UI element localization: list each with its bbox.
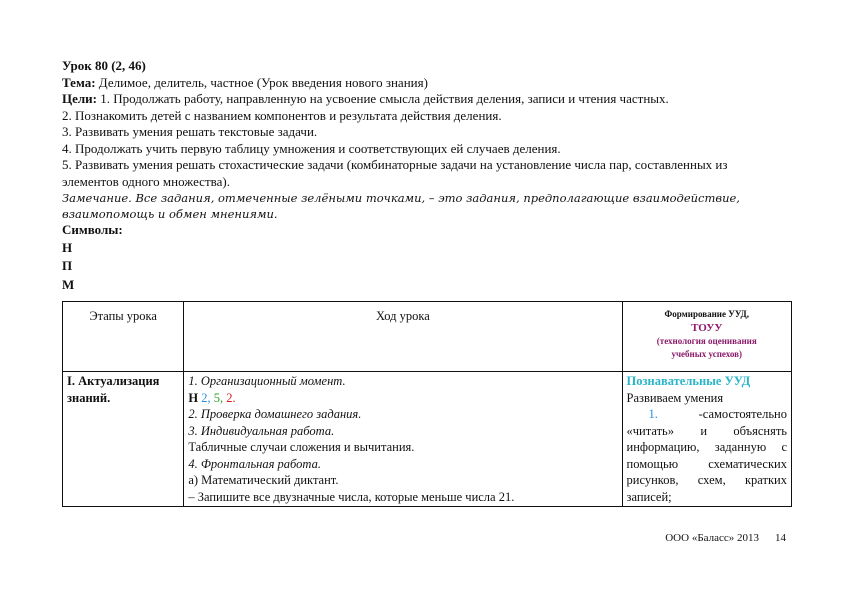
course-h-line (188, 390, 617, 407)
course-item-3: 3. Индивидуальная работа. (188, 423, 335, 438)
header-stages: Этапы урока (63, 302, 184, 372)
uud-cell (622, 372, 791, 507)
uud-header-line4: учебных успехов) (671, 349, 743, 359)
course-cell (184, 372, 622, 507)
uud-line-1-text: -самостоятельно (698, 407, 787, 421)
page-footer (649, 532, 786, 544)
lesson-header (62, 58, 792, 294)
h-value-green: 5, (213, 390, 227, 405)
uud-line-4: помощью схематических (626, 456, 787, 471)
h-value-blue: 2, (201, 390, 214, 405)
page-number: 14 (775, 532, 786, 544)
stage-cell (63, 372, 184, 507)
symbol-n: Н (62, 239, 73, 255)
header-course: Ход урока (184, 302, 622, 372)
symbol-m: М (62, 276, 75, 292)
lesson-topic (62, 75, 792, 92)
uud-line-3: информацию, заданную с (626, 440, 787, 454)
course-text-1: Табличные случаи сложения и вычитания. (188, 440, 415, 454)
lesson-title: Урок 80 (2, 46) (62, 58, 146, 73)
uud-title: Познавательные УУД (626, 374, 751, 388)
course-text-3: – Запишите все двузначные числа, которые меньше числа 21. (188, 489, 515, 504)
course-item-2: 2. Проверка домашнего задания. (188, 407, 362, 421)
topic-text: Делимое, делитель, частное (Урок введения нового знания) (95, 74, 428, 90)
goal-4: 4. Продолжать учить первую таблицу умножения и соответствующих ей случаев деления. (62, 140, 561, 156)
goal-3: 3. Развивать умения решать текстовые задачи. (62, 124, 318, 139)
uud-line-6: записей; (626, 489, 672, 504)
goals-label: Цели: (62, 91, 97, 106)
uud-header-touu: ТОУУ (691, 322, 723, 334)
uud-line-2: «читать» и объяснять (626, 423, 787, 438)
uud-line-1 (627, 406, 787, 423)
note-line-2: взаимопомощь и обмен мнениями. (62, 207, 278, 221)
course-item-1: 1. Организационный момент. (188, 374, 346, 388)
uud-header-line3: (технология оценивания (656, 336, 757, 346)
footer-publisher: ООО «Баласс» 2013 (665, 532, 759, 544)
note-line-1: Замечание. Все задания, отмеченные зелёными точками, – это задания, предполагающие взаимодействие, (62, 191, 740, 205)
uud-num: 1. (648, 407, 658, 421)
goal-5: 5. Развивать умения решать стохастические задачи (комбинаторные задачи на установление числа пар, составленных из (62, 157, 728, 172)
uud-line-5: рисунков, схем, кратких (626, 473, 787, 487)
stage-line-1: I. Актуализация (67, 374, 160, 388)
lesson-goals-first (62, 91, 792, 108)
symbols-label: Символы: (62, 222, 123, 237)
h-value-red: 2. (226, 390, 236, 405)
stage-line-2: знаний. (67, 390, 111, 405)
course-text-2: а) Математический диктант. (188, 473, 339, 487)
course-item-4: 4. Фронтальная работа. (188, 456, 321, 471)
lesson-table (62, 301, 792, 507)
uud-header-line1: Формирование УУД, (664, 309, 749, 319)
uud-sub: Развиваем умения (626, 390, 724, 405)
goal-1: 1. Продолжать работу, направленную на усвоение смысла действия деления, записи и чтения частных. (97, 91, 669, 106)
table-row (63, 372, 792, 507)
symbol-p: П (62, 258, 73, 273)
header-uud (622, 302, 791, 372)
goal-5-continued: элементов одного множества). (62, 173, 230, 189)
h-symbol: Н (188, 390, 199, 405)
table-header-row (63, 302, 792, 372)
topic-label: Тема: (62, 74, 96, 90)
goal-2: 2. Познакомить детей с названием компонентов и результата действия деления. (62, 107, 502, 123)
